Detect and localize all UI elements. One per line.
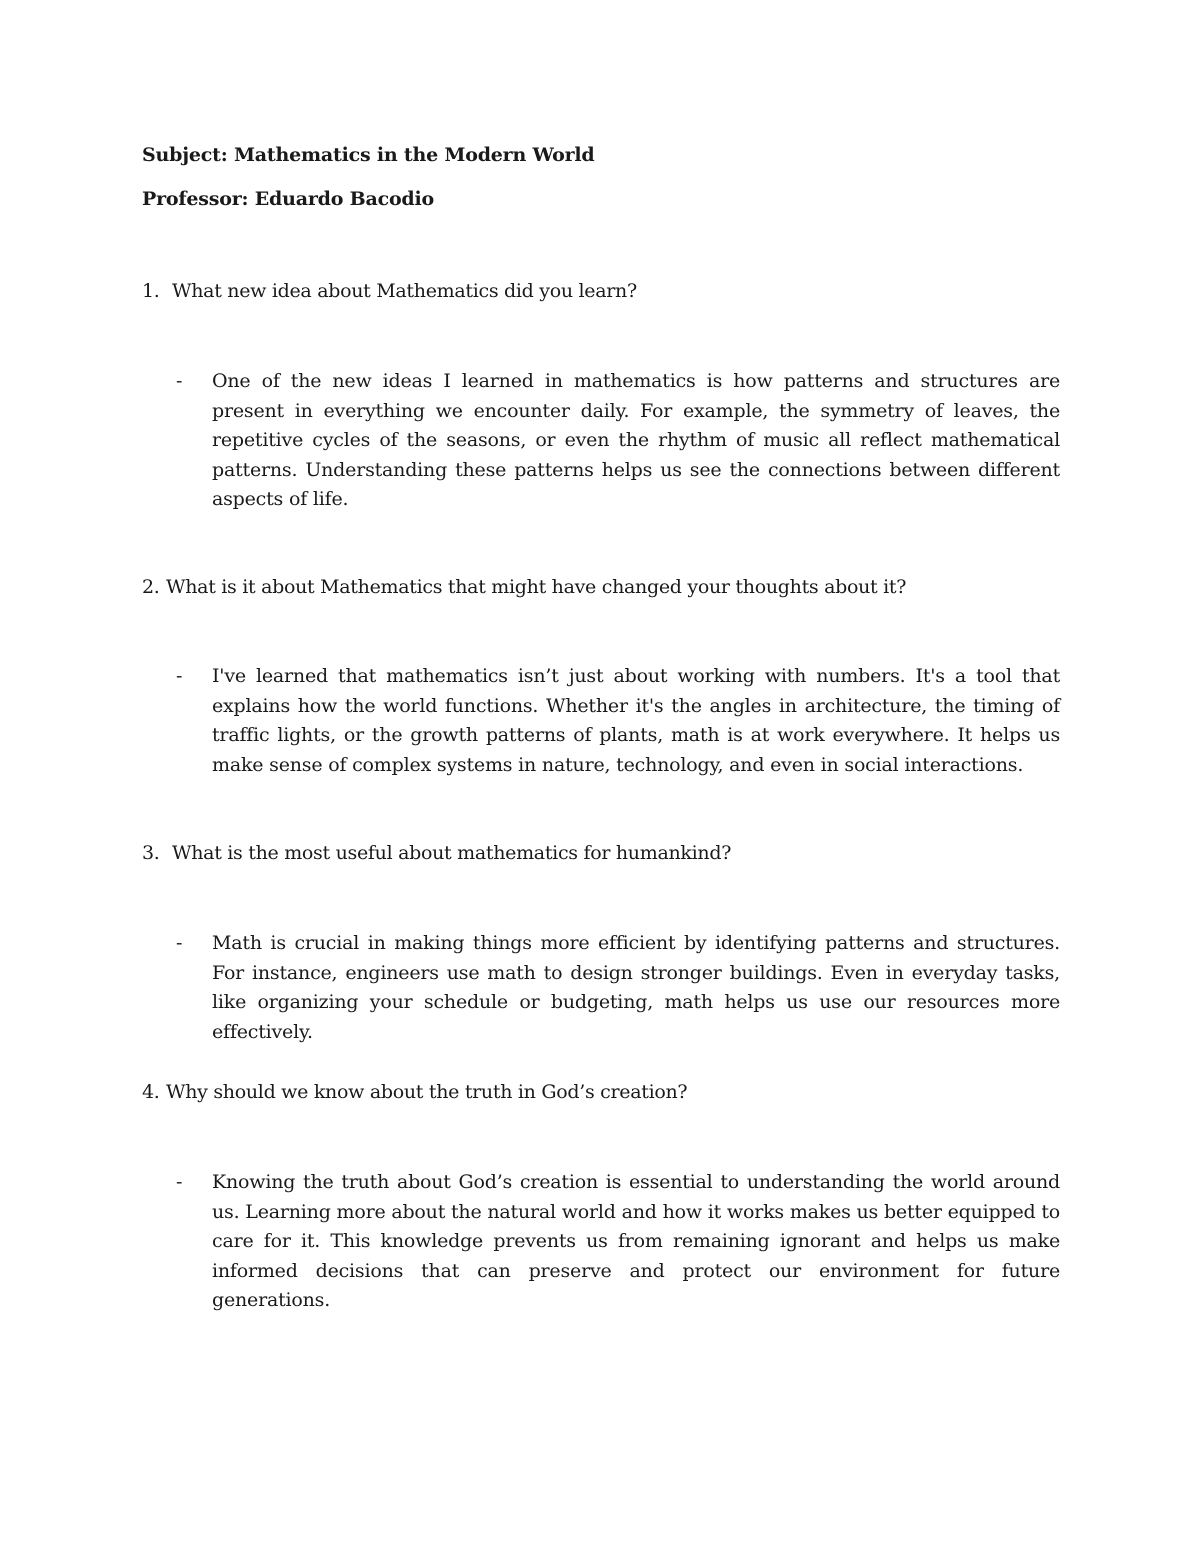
bullet-dash: - xyxy=(176,932,183,954)
answer-2 xyxy=(176,662,1060,780)
answer-text: One of the new ideas I learned in mathematics is how patterns and structures are present in everything we encounter daily. For example, the symmetry of leaves, the repetitive cycles of the seasons, or even the rhythm of music all reflect mathematical patterns. Understanding these patterns helps us see the connections between different aspects of life. xyxy=(212,370,1060,510)
answer-3 xyxy=(176,929,1060,1047)
professor-heading: Professor: Eduardo Bacodio xyxy=(142,188,434,210)
question-text: What new idea about Mathematics did you learn? xyxy=(172,280,637,302)
question-1 xyxy=(142,280,637,302)
subject-heading: Subject: Mathematics in the Modern World xyxy=(142,144,595,166)
question-number: 3. xyxy=(142,842,160,864)
question-number: 4. xyxy=(142,1081,160,1103)
answer-1 xyxy=(176,367,1060,515)
question-number: 2. xyxy=(142,576,160,598)
answer-text: Math is crucial in making things more efficient by identifying patterns and structures. For instance, engineers use math to design stronger buildings. Even in everyday tasks, like organizing your schedule or budgeting, math helps us use our resources more effectively. xyxy=(212,932,1060,1043)
question-4 xyxy=(142,1081,687,1103)
question-text: What is the most useful about mathematics for humankind? xyxy=(172,842,732,864)
question-text: What is it about Mathematics that might have changed your thoughts about it? xyxy=(166,576,907,598)
answer-text: I've learned that mathematics isn’t just about working with numbers. It's a tool that explains how the world functions. Whether it's the angles in architecture, the timing of traffic lights, or the growth patterns of plants, math is at work everywhere. It helps us make sense of complex systems in nature, technology, and even in social interactions. xyxy=(212,665,1060,776)
bullet-dash: - xyxy=(176,1171,183,1193)
question-2 xyxy=(142,576,906,598)
question-number: 1. xyxy=(142,280,160,302)
question-text: Why should we know about the truth in God’s creation? xyxy=(166,1081,688,1103)
answer-text: Knowing the truth about God’s creation is essential to understanding the world around us. Learning more about the natural world and how it works makes us better equipped to care for it. This knowledge prevents us from remaining ignorant and helps us make informed decisions that can preserve and protect our environment for future generations. xyxy=(212,1171,1060,1311)
question-3 xyxy=(142,842,731,864)
bullet-dash: - xyxy=(176,370,183,392)
answer-4 xyxy=(176,1168,1060,1316)
bullet-dash: - xyxy=(176,665,183,687)
